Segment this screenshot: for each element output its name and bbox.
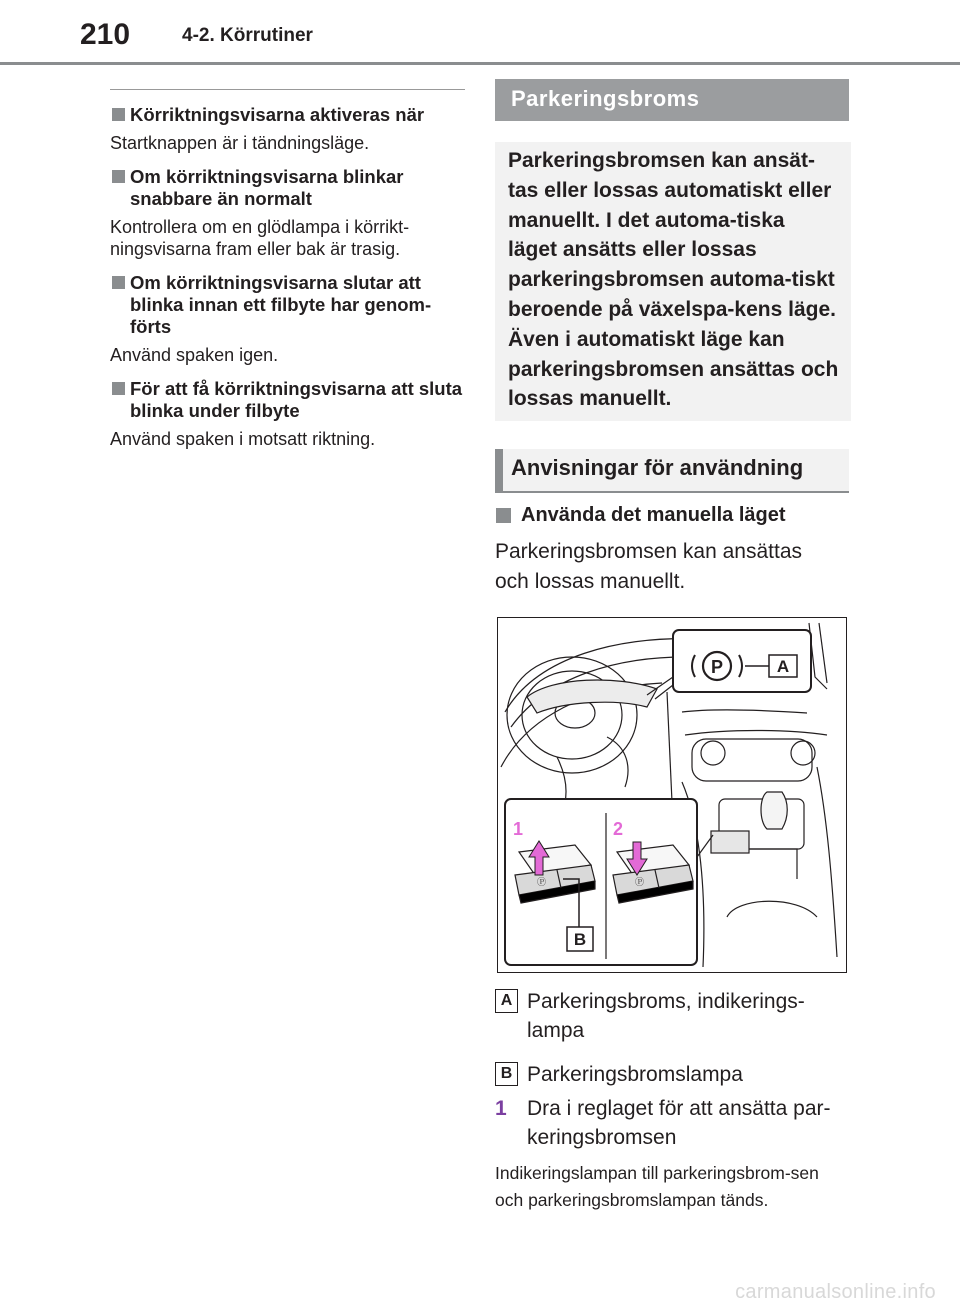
legend-text: Parkeringsbromslampa xyxy=(527,1063,743,1086)
bullet-square-icon xyxy=(112,108,125,121)
bullet-heading-text: För att få körriktningsvisarna att sluta blinka under filbyte xyxy=(130,378,463,421)
header-divider xyxy=(0,62,960,65)
subheading-accent xyxy=(495,449,503,491)
subheading-bar xyxy=(495,449,849,493)
subheading-text: Anvisningar för användning xyxy=(511,455,804,480)
bullet-heading xyxy=(110,166,470,210)
step-number: 1 xyxy=(495,1097,507,1120)
section-title: 4-2. Körrutiner xyxy=(182,25,313,46)
bullet-square-icon xyxy=(112,276,125,289)
bullet-square-icon xyxy=(112,382,125,395)
watermark: carmanualsonline.info xyxy=(735,1281,936,1303)
column-divider xyxy=(110,89,465,90)
left-column xyxy=(110,92,470,450)
bullet-square-icon xyxy=(496,508,511,523)
bullet-heading xyxy=(110,378,470,422)
bullet-heading-text: Körriktningsvisarna aktiveras när xyxy=(130,104,425,125)
bullet-heading xyxy=(110,272,470,338)
legend-item-b xyxy=(495,1060,851,1089)
label-a: A xyxy=(776,657,790,676)
legend-label-box: A xyxy=(495,989,518,1013)
bullet-body: Använd spaken i motsatt riktning. xyxy=(110,429,376,449)
legend-label-box: B xyxy=(495,1062,518,1086)
bullet-heading xyxy=(110,104,470,126)
step-text: Dra i reglaget för att ansätta par-keringsbromsen xyxy=(527,1097,831,1149)
intro-text: Parkeringsbromsen kan ansät-tas eller lossas automatiskt eller manuellt. I det automa-tiska läget ansätts eller lossas parkeringsbromsen automa-tiskt beroende på växelspa-kens läge. Även i automatiskt läge kan parkeringsbromsen ansättas och lossas manuellt. xyxy=(508,149,839,411)
label-b: B xyxy=(573,930,587,949)
switch-symbol-icon: Ⓟ xyxy=(537,878,547,888)
bullet-square-icon xyxy=(112,170,125,183)
legend-text: Parkeringsbroms, indikerings-lampa xyxy=(527,990,805,1042)
subsection-title xyxy=(495,502,851,528)
intro-box xyxy=(495,142,851,421)
note-text: Indikeringslampan till parkeringsbrom-sen och parkeringsbromslampan tänds. xyxy=(495,1163,819,1210)
bullet-heading-text: Om körriktningsvisarna blinkar snabbare än normalt xyxy=(130,166,404,209)
section-box-title: Parkeringsbroms xyxy=(495,79,849,121)
bullet-body: Startknappen är i tändningsläge. xyxy=(110,133,370,153)
step-1 xyxy=(495,1094,851,1152)
step-2-marker: 2 xyxy=(613,819,624,839)
illustration-svg xyxy=(497,617,847,973)
switch-symbol-icon: Ⓟ xyxy=(635,878,645,888)
bullet-body: Kontrollera om en glödlampa i körrikt-ningsvisarna fram eller bak är trasig. xyxy=(110,217,410,259)
parking-brake-illustration xyxy=(497,617,847,973)
legend-item-a xyxy=(495,987,851,1045)
body-paragraph: Parkeringsbromsen kan ansättas och lossas manuellt. xyxy=(495,540,802,593)
parking-indicator-symbol: P xyxy=(710,657,724,677)
subsection-title-text: Använda det manuella läget xyxy=(521,504,786,526)
bullet-body: Använd spaken igen. xyxy=(110,345,279,365)
bullet-heading-text: Om körriktningsvisarna slutar att blinka innan ett filbyte har genom-förts xyxy=(130,272,432,337)
step-1-marker: 1 xyxy=(513,819,524,839)
page-number: 210 xyxy=(80,18,131,51)
